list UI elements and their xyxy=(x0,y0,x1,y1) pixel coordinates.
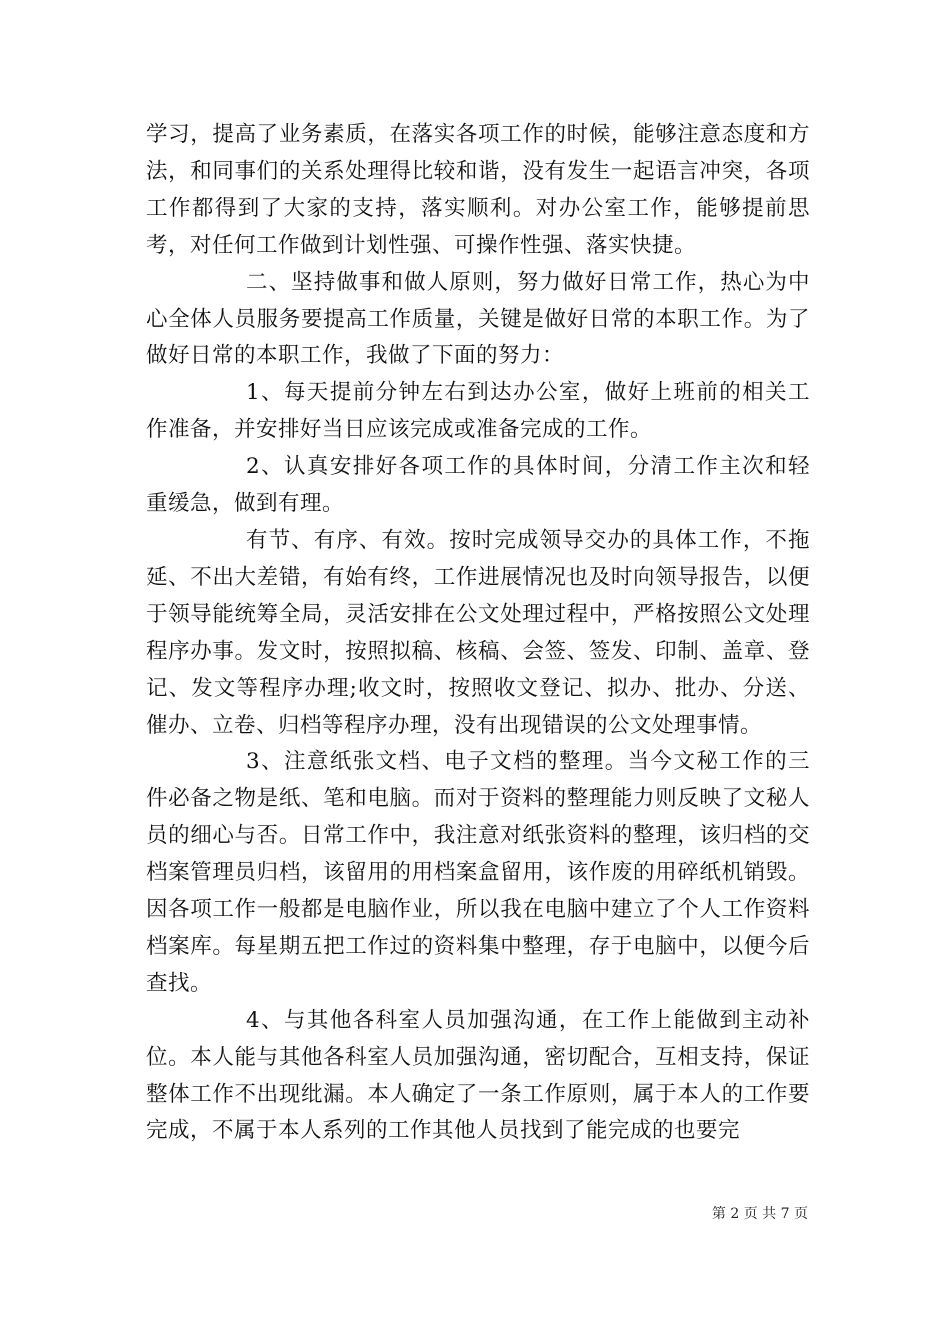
paragraph-2: 二、坚持做事和做人原则，努力做好日常工作，热心为中心全体人员服务要提高工作质量，关键是做好日常的本职工作。为了做好日常的本职工作，我做了下面的努力： xyxy=(146,269,810,369)
paragraph-6: 3、注意纸张文档、电子文档的整理。当今文秘工作的三件必备之物是纸、笔和电脑。而对于资料的整理能力则反映了文秘人员的细心与否。日常工作中，我注意对纸张资料的整理，该归档的交档案管理员归档，该留用的用档案盒留用，该作废的用碎纸机销毁。因各项工作一般都是电脑作业，所以我在电脑中建立了个人工作资料档案库。每星期五把工作过的资料集中整理，存于电脑中，以便今后查找。 xyxy=(146,749,810,996)
paragraph-3: 1、每天提前分钟左右到达办公室，做好上班前的相关工作准备，并安排好当日应该完成或准备完成的工作。 xyxy=(146,380,810,443)
paragraph-5: 有节、有序、有效。按时完成领导交办的具体工作，不拖延、不出大差错，有始有终，工作进展情况也及时向领导报告，以便于领导能统筹全局，灵活安排在公文处理过程中，严格按照公文处理程序办事。发文时，按照拟稿、核稿、会签、签发、印制、盖章、登记、发文等程序办理;收文时，按照收文登记、拟办、批办、分送、催办、立卷、归档等程序办理，没有出现错误的公文处理事情。 xyxy=(146,527,810,738)
paragraph-7: 4、与其他各科室人员加强沟通，在工作上能做到主动补位。本人能与其他各科室人员加强沟通，密切配合，互相支持，保证整体工作不出现纰漏。本人确定了一条工作原则，属于本人的工作要完成，不属于本人系列的工作其他人员找到了能完成的也要完 xyxy=(146,1007,810,1144)
paragraph-4: 2、认真安排好各项工作的具体时间，分清工作主次和轻重缓急，做到有理。 xyxy=(146,454,810,517)
document-body xyxy=(146,117,810,1150)
paragraph-1: 学习，提高了业务素质，在落实各项工作的时候，能够注意态度和方法，和同事们的关系处理得比较和谐，没有发生一起语言冲突，各项工作都得到了大家的支持，落实顺利。对办公室工作，能够提前思考，对任何工作做到计划性强、可操作性强、落实快捷。 xyxy=(146,122,810,258)
page-number-footer: 第 2 页 共 7 页 xyxy=(711,1206,808,1222)
